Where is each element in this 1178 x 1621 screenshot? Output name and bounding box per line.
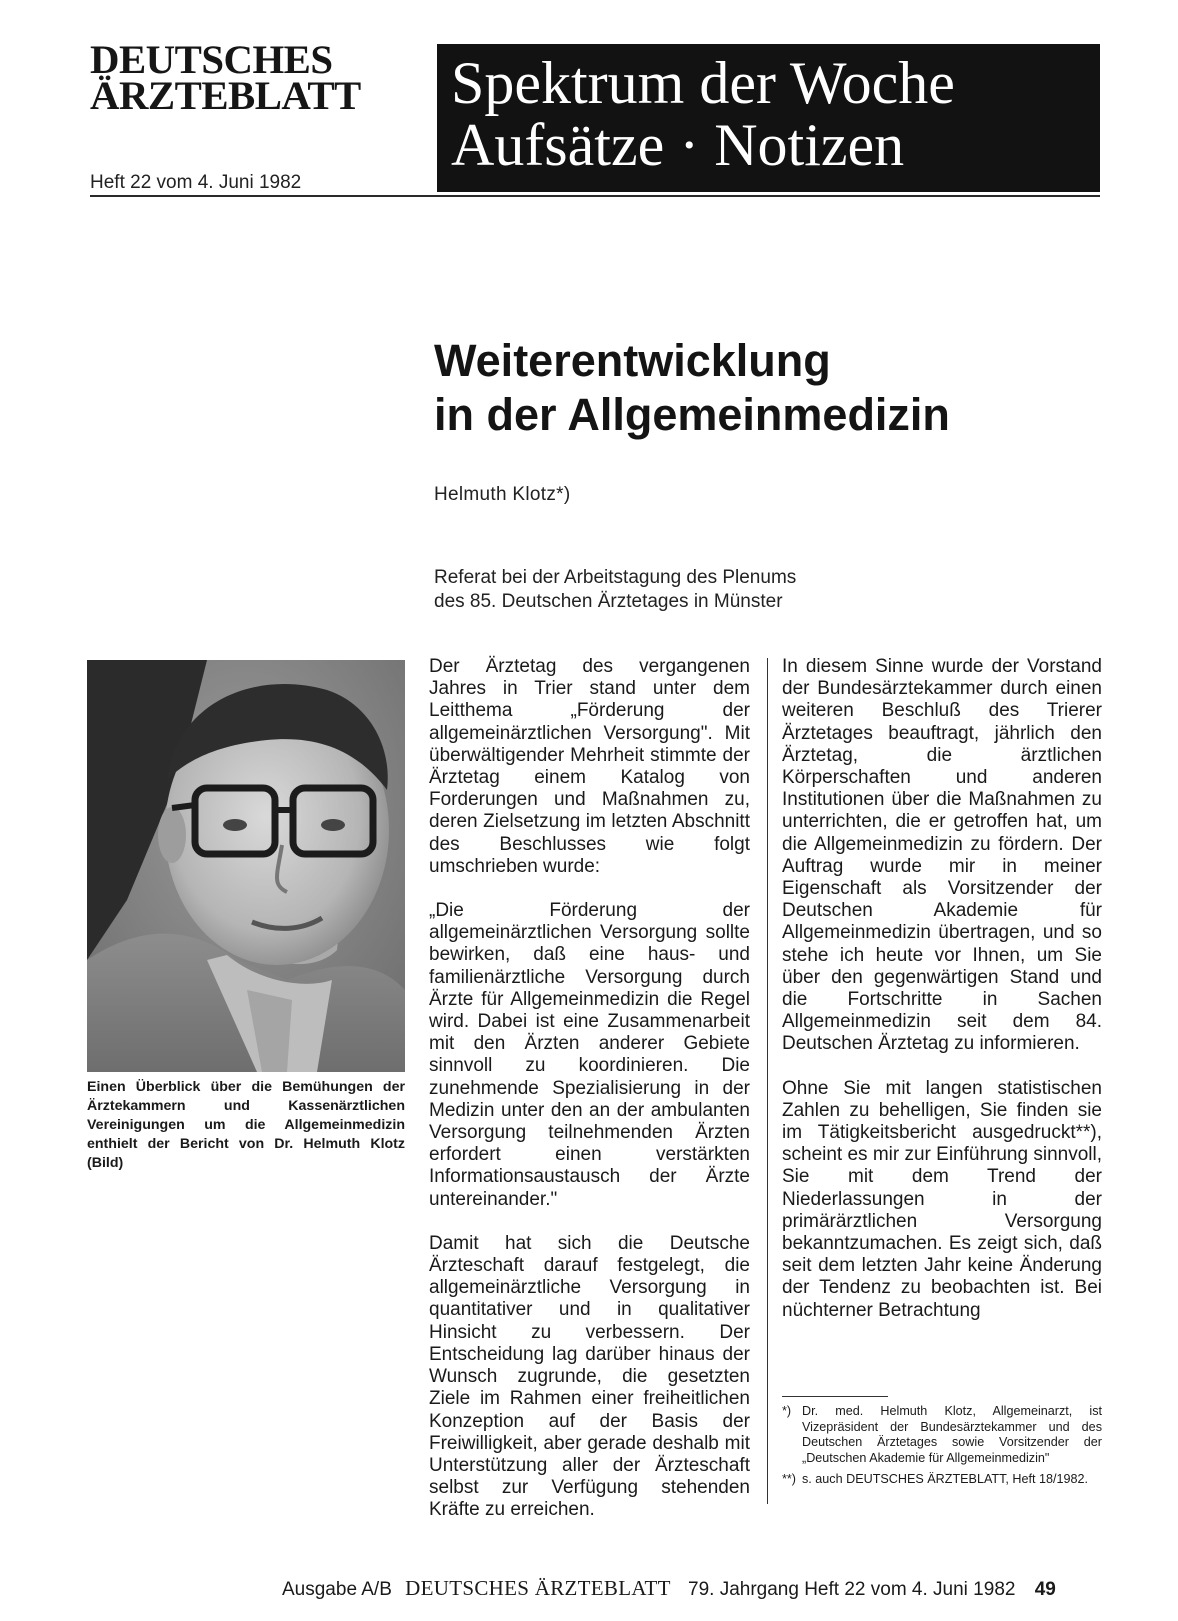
- article-title: [434, 334, 1094, 442]
- footnote: [782, 1472, 1102, 1488]
- text-column-right: [782, 656, 1102, 1344]
- title-line-1: Weiterentwicklung: [434, 335, 831, 386]
- issue-line: Heft 22 vom 4. Juni 1982: [90, 172, 302, 193]
- paragraph: Ohne Sie mit langen statistischen Zahlen zu behelligen, Sie finden sie im Tätigkeitsbericht ausgedruckt**), scheint es mir zur Einführung sinnvoll, Sie mit dem Trend der Niederlassungen in der primärärztlichen Versorgung bekanntzumachen. Es zeigt sich, daß seit dem letzten Jahr keine Änderung der Tendenz zu beobachten ist. Bei nüchterner Betrachtung: [782, 1077, 1102, 1321]
- page-number: 49: [1034, 1579, 1056, 1600]
- section-header-line-2: Aufsätze · Notizen: [451, 112, 905, 178]
- column-divider: [767, 658, 768, 1504]
- title-line-2: in der Allgemeinmedizin: [434, 389, 950, 440]
- masthead-logo: [90, 37, 410, 118]
- footnote-text: s. auch DEUTSCHES ÄRZTEBLATT, Heft 18/1982.: [802, 1472, 1089, 1487]
- article-subtitle: [434, 566, 894, 614]
- author-photo-drawing: [87, 660, 405, 1072]
- page-footer: [282, 1576, 1102, 1601]
- paragraph: In diesem Sinne wurde der Vorstand der Bundesärztekammer durch einen weiteren Beschluß des Trierer Ärztetages beauftragt, jährlich den Ärztetag, die ärztlichen Körperschaften und anderen Institutionen über die Maßnahmen zu unterrichten, die er getroffen hat, um die Allgemeinmedizin zu fördern. Der Auftrag wurde mir in meiner Eigenschaft als Vorsitzender der Deutschen Akademie für Allgemeinmedizin übertragen, und so stehe ich heute vor Ihnen, um Sie über den gegenwärtigen Stand und die Fortschritte in Sachen Allgemeinmedizin seit dem 84. Deutschen Ärztetag zu informieren.: [782, 656, 1102, 1055]
- header-rule: [90, 195, 1100, 197]
- footnotes: [782, 1404, 1102, 1494]
- subtitle-line-2: des 85. Deutschen Ärztetages in Münster: [434, 591, 783, 612]
- logo-line-1: DEUTSCHES: [90, 37, 333, 82]
- section-header-box: [437, 44, 1100, 192]
- footnote: [782, 1404, 1102, 1466]
- subtitle-line-1: Referat bei der Arbeitstagung des Plenums: [434, 567, 797, 588]
- logo-line-2: ÄRZTEBLATT: [90, 73, 361, 118]
- footnote-rule: [782, 1396, 888, 1397]
- paragraph: Der Ärztetag des vergangenen Jahres in Trier stand unter dem Leitthema „Förderung der allgemeinärztlichen Versorgung". Mit überwältigender Mehrheit stimmte der Ärztetag einem Katalog von Forderungen und Maßnahmen zu, deren Zielsetzung im letzten Abschnitt des Beschlusses wie folgt umschrieben wurde:: [429, 656, 750, 877]
- footer-edition: Ausgabe A/B: [282, 1579, 392, 1600]
- author-byline: Helmuth Klotz*): [434, 484, 571, 505]
- paragraph: „Die Förderung der allgemeinärztlichen Versorgung sollte bewirken, daß eine haus- und familienärztliche Versorgung durch Ärzte für Allgemeinmedizin die Regel wird. Dabei ist eine Zusammenarbeit mit den Ärzten anderer Gebiete sinnvoll zu koordinieren. Die zunehmende Spezialisierung in der Medizin unter den an der ambulanten Versorgung teilnehmenden Ärzten erfordert einen verstärkten Informationsaustausch der Ärzte untereinander.": [429, 900, 750, 1210]
- footnote-mark: **): [782, 1472, 796, 1487]
- footnote-text: Dr. med. Helmuth Klotz, Allgemeinarzt, ist Vizepräsident der Bundesärztekammer und des Deutschen Ärztetages sowie Vorsitzender der „Deutschen Akademie für Allgemeinmedizin": [802, 1404, 1102, 1465]
- footer-publication: DEUTSCHES ÄRZTEBLATT: [405, 1576, 671, 1600]
- paragraph: Damit hat sich die Deutsche Ärzteschaft darauf festgelegt, die allgemeinärztliche Versorgung in quantitativer und in qualitativer Hinsicht zu verbessern. Der Entscheidung lag darüber hinaus der Wunsch zugrunde, die gesetzten Ziele im Rahmen einer freiheitlichen Konzeption auf der Basis der Freiwilligkeit, aber gerade deshalb mit Unterstützung aller der Ärzteschaft selbst zur Verfügung stehenden Kräfte zu erreichen.: [429, 1232, 750, 1521]
- section-header-line-1: Spektrum der Woche: [451, 50, 955, 116]
- author-photo: [87, 660, 405, 1072]
- footer-issue-info: 79. Jahrgang Heft 22 vom 4. Juni 1982: [688, 1579, 1016, 1600]
- photo-caption: Einen Überblick über die Bemühungen der Ärztekammern und Kassenärztlichen Vereinigungen um die Allgemeinmedizin enthielt der Bericht von Dr. Helmuth Klotz (Bild): [87, 1079, 405, 1171]
- text-column-middle: [429, 656, 750, 1544]
- footnote-mark: *): [782, 1404, 792, 1418]
